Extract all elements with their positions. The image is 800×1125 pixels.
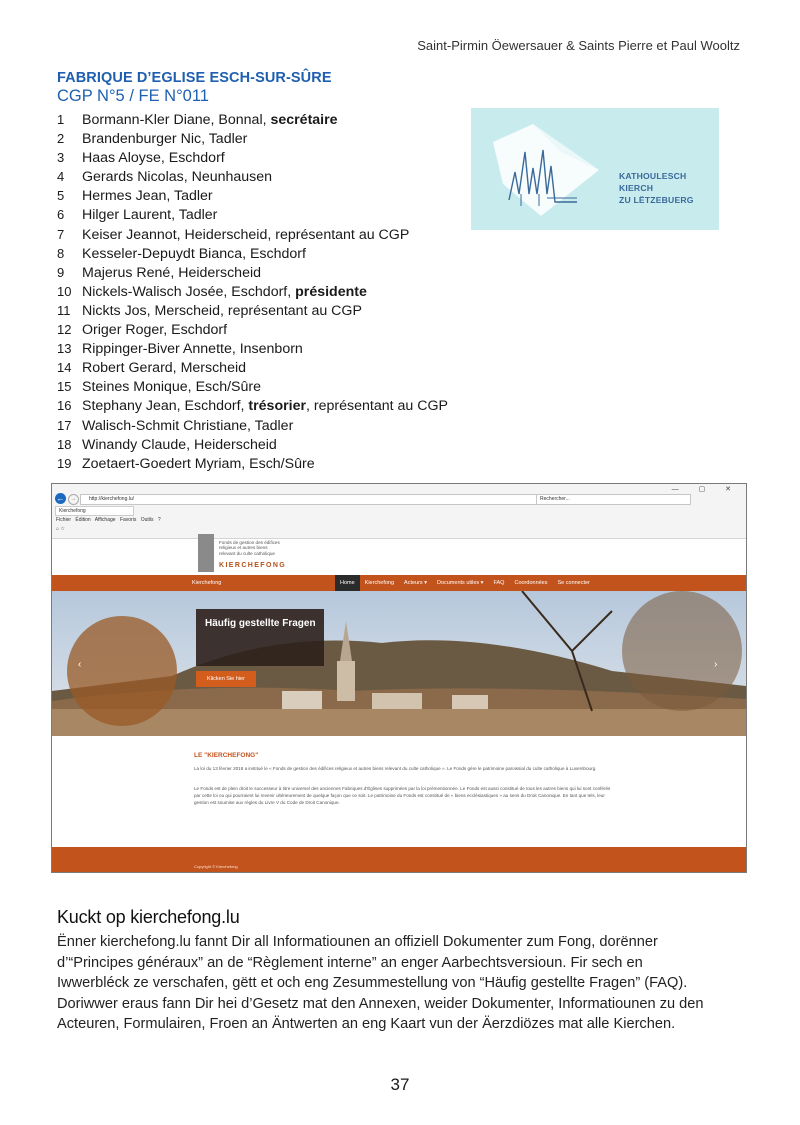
copyright-text: Copyright © Kierchefong xyxy=(194,864,238,869)
member-name: Rippinger-Biver Annette, Insenborn xyxy=(82,341,303,358)
member-row xyxy=(57,225,477,244)
site-header xyxy=(52,539,746,576)
member-number: 19 xyxy=(57,455,72,471)
member-number: 1 xyxy=(57,112,65,127)
village-photo xyxy=(52,591,746,736)
member-row xyxy=(57,205,477,224)
member-number: 7 xyxy=(57,226,65,242)
browser-chrome xyxy=(52,484,746,539)
section-title: Kuckt op kierchefong.lu xyxy=(57,907,240,927)
member-name: Haas Aloyse, Eschdorf xyxy=(82,150,225,167)
member-name: Robert Gerard, Merscheid xyxy=(82,360,247,377)
member-list xyxy=(57,110,477,473)
member-row xyxy=(57,435,477,454)
member-row xyxy=(57,167,477,186)
member-row xyxy=(57,110,477,129)
fabrique-name: FABRIQUE D’EGLISE ESCH-SUR-SÛRE xyxy=(57,70,332,86)
intro-heading: LE "KIERCHEFONG" xyxy=(194,752,259,759)
member-number: 11 xyxy=(57,302,71,318)
fabrique-number: CGP N°5 / FE N°011 xyxy=(57,87,209,105)
member-name: Steines Monique, Esch/Sûre xyxy=(82,379,262,396)
member-row xyxy=(57,454,477,473)
nav-item-acteurs[interactable]: Acteurs ▾ xyxy=(404,580,427,586)
intro-paragraph-2: Le Fonds est de plein droit le successeur à titre universel des anciennes Fabriques d'Églises supprimées par la loi prémentionnée. Le Fonds est aussi constitué de tous les autres biens qui lui sont conférés par cette loi ou qui pourraient lui revenir ultérieurement de quelque façon que ce soit. Le patrimoine du Fonds est constitué de « biens ecclésiastiques » au sens du Droit Canonique. En tant que tels, leur gestion est soumise aux règles du Livre V du Code de Droit Canonique. xyxy=(194,786,611,805)
site-logo-word: KIERCHEFONG xyxy=(219,562,287,569)
nav-item-home[interactable]: Home xyxy=(335,575,360,591)
forward-arrow-icon[interactable]: → xyxy=(68,494,79,505)
back-arrow-icon[interactable]: ← xyxy=(56,494,65,503)
cathedral-logo-icon xyxy=(491,122,621,217)
toolbar-icons: ⌂ ☆ xyxy=(56,526,65,532)
member-role: trésorier xyxy=(248,398,306,415)
member-row xyxy=(57,416,477,435)
member-number: 6 xyxy=(57,207,65,223)
member-row xyxy=(57,263,477,282)
member-row xyxy=(57,377,477,396)
hero-slider xyxy=(52,591,746,736)
member-number: 17 xyxy=(57,417,72,433)
address-bar[interactable]: http://kierchefong.lu/ xyxy=(80,494,538,505)
intro-paragraph-1: La loi du 13 février 2018 a institué le « Fonds de gestion des édifices religieux et autres biens relevant du culte catholique ». Le Fonds gère le patrimoine paroissial du culte catholique à Luxembourg. xyxy=(194,766,597,771)
kathoulesch-kierch-logo xyxy=(471,108,719,230)
member-number: 16 xyxy=(57,398,72,414)
member-name: Walisch-Schmit Christiane, Tadler xyxy=(82,417,294,434)
member-name: Hilger Laurent, Tadler xyxy=(82,207,218,224)
section-body: Ënner kierchefong.lu fannt Dir all Informatiounen an offiziell Dokumenter zum Fong, dorënner d’“Principes généraux” an de “Règlement interne” an enger Aarbechtsversioun. Fir sech en Iwwerbléck ze verschafen, gëtt et och eng Zesummestellung von “Häufig gestellte Fragen” (FAQ). Doriwwer eraus fann Dir hei d’Gesetz mat den Annexen, weider Dokumenter, Informatiounen zu den Acteuren, Formulairen, Froen an Äntwerten an eng Kaart vun der Äerzdiözes mat alle Kierchen. xyxy=(57,934,704,1032)
member-name: Majerus René, Heiderscheid xyxy=(82,264,262,281)
member-number: 4 xyxy=(57,169,65,185)
member-number: 15 xyxy=(57,379,72,395)
member-number: 9 xyxy=(57,264,65,280)
page-number: 37 xyxy=(390,1075,410,1094)
window-controls[interactable]: — ▢ ✕ xyxy=(671,486,740,493)
slider-prev-icon[interactable]: ‹ xyxy=(78,659,82,670)
member-name: Zoetaert-Goedert Myriam, Esch/Sûre xyxy=(82,455,315,472)
member-row xyxy=(57,301,477,320)
member-row xyxy=(57,396,477,415)
member-row xyxy=(57,339,477,358)
member-number: 2 xyxy=(57,131,65,147)
member-row xyxy=(57,244,477,263)
member-number: 14 xyxy=(57,360,72,376)
member-row xyxy=(57,186,477,205)
member-row xyxy=(57,129,477,148)
fabrique-title xyxy=(57,70,332,106)
site-navbar xyxy=(52,575,746,591)
slider-next-icon[interactable]: › xyxy=(714,659,718,670)
member-name: Hermes Jean, Tadler xyxy=(82,188,213,205)
member-name: Stephany Jean, Eschdorf, xyxy=(82,398,249,415)
hero-cta-button[interactable]: Klicken Sie hier xyxy=(196,671,256,687)
member-name: Gerards Nicolas, Neunhausen xyxy=(82,169,273,186)
member-name: Nickels-Walisch Josée, Eschdorf, xyxy=(82,283,296,300)
member-row xyxy=(57,358,477,377)
member-row xyxy=(57,282,477,301)
member-row xyxy=(57,320,477,339)
member-name: Origer Roger, Eschdorf xyxy=(82,322,228,339)
member-number: 10 xyxy=(57,283,72,299)
browser-search-input[interactable]: Rechercher... xyxy=(536,494,691,505)
browser-tab[interactable]: Kierchefong xyxy=(55,506,134,516)
member-number: 5 xyxy=(57,188,65,204)
member-number: 18 xyxy=(57,436,72,452)
member-extra: , représentant au CGP xyxy=(306,398,448,415)
hero-faq-card: Häufig gestellte Fragen xyxy=(196,609,324,666)
running-header: Saint-Pirmin Öewersauer & Saints Pierre et Paul Wooltz xyxy=(417,38,740,53)
nav-item-documents[interactable]: Documents utiles ▾ xyxy=(436,580,484,586)
member-number: 12 xyxy=(57,322,72,338)
member-name: Kesseler-Depuydt Bianca, Eschdorf xyxy=(82,245,306,262)
nav-item-faq[interactable]: FAQ xyxy=(493,580,505,586)
nav-menu xyxy=(335,575,595,591)
logo-wordmark: KATHOULESCH KIERCH ZU LËTZEBUERG xyxy=(619,171,694,205)
site-logo-text: Fonds de gestion des édifices religieux et autres biens relevant du culte catholique xyxy=(219,540,280,556)
nav-item-coordonnees[interactable]: Coordonnées xyxy=(514,580,548,586)
kierchefong-logo-icon xyxy=(198,534,214,572)
nav-brand[interactable]: Kierchefong xyxy=(192,580,222,586)
member-row xyxy=(57,148,477,167)
member-number: 8 xyxy=(57,245,65,261)
nav-item-kierchefong[interactable]: Kierchefong xyxy=(364,580,395,586)
member-name: Nickts Jos, Merscheid, représentant au CGP xyxy=(82,302,362,319)
website-screenshot xyxy=(51,483,747,873)
member-role: secrétaire xyxy=(270,112,338,128)
member-name: Winandy Claude, Heiderscheid xyxy=(82,436,277,453)
member-role: présidente xyxy=(295,283,367,300)
nav-item-login[interactable]: Se connecter xyxy=(557,580,590,586)
member-name: Brandenburger Nic, Tadler xyxy=(82,131,248,148)
member-name: Bormann-Kler Diane, Bonnal, xyxy=(82,112,271,128)
site-intro xyxy=(52,736,746,847)
site-footer xyxy=(52,847,746,872)
member-number: 3 xyxy=(57,150,65,166)
member-number: 13 xyxy=(57,341,72,357)
browser-menu-bar[interactable]: Fichier Édition Affichage Favoris Outils ? xyxy=(56,517,161,523)
member-name: Keiser Jeannot, Heiderscheid, représentant au CGP xyxy=(82,226,410,243)
